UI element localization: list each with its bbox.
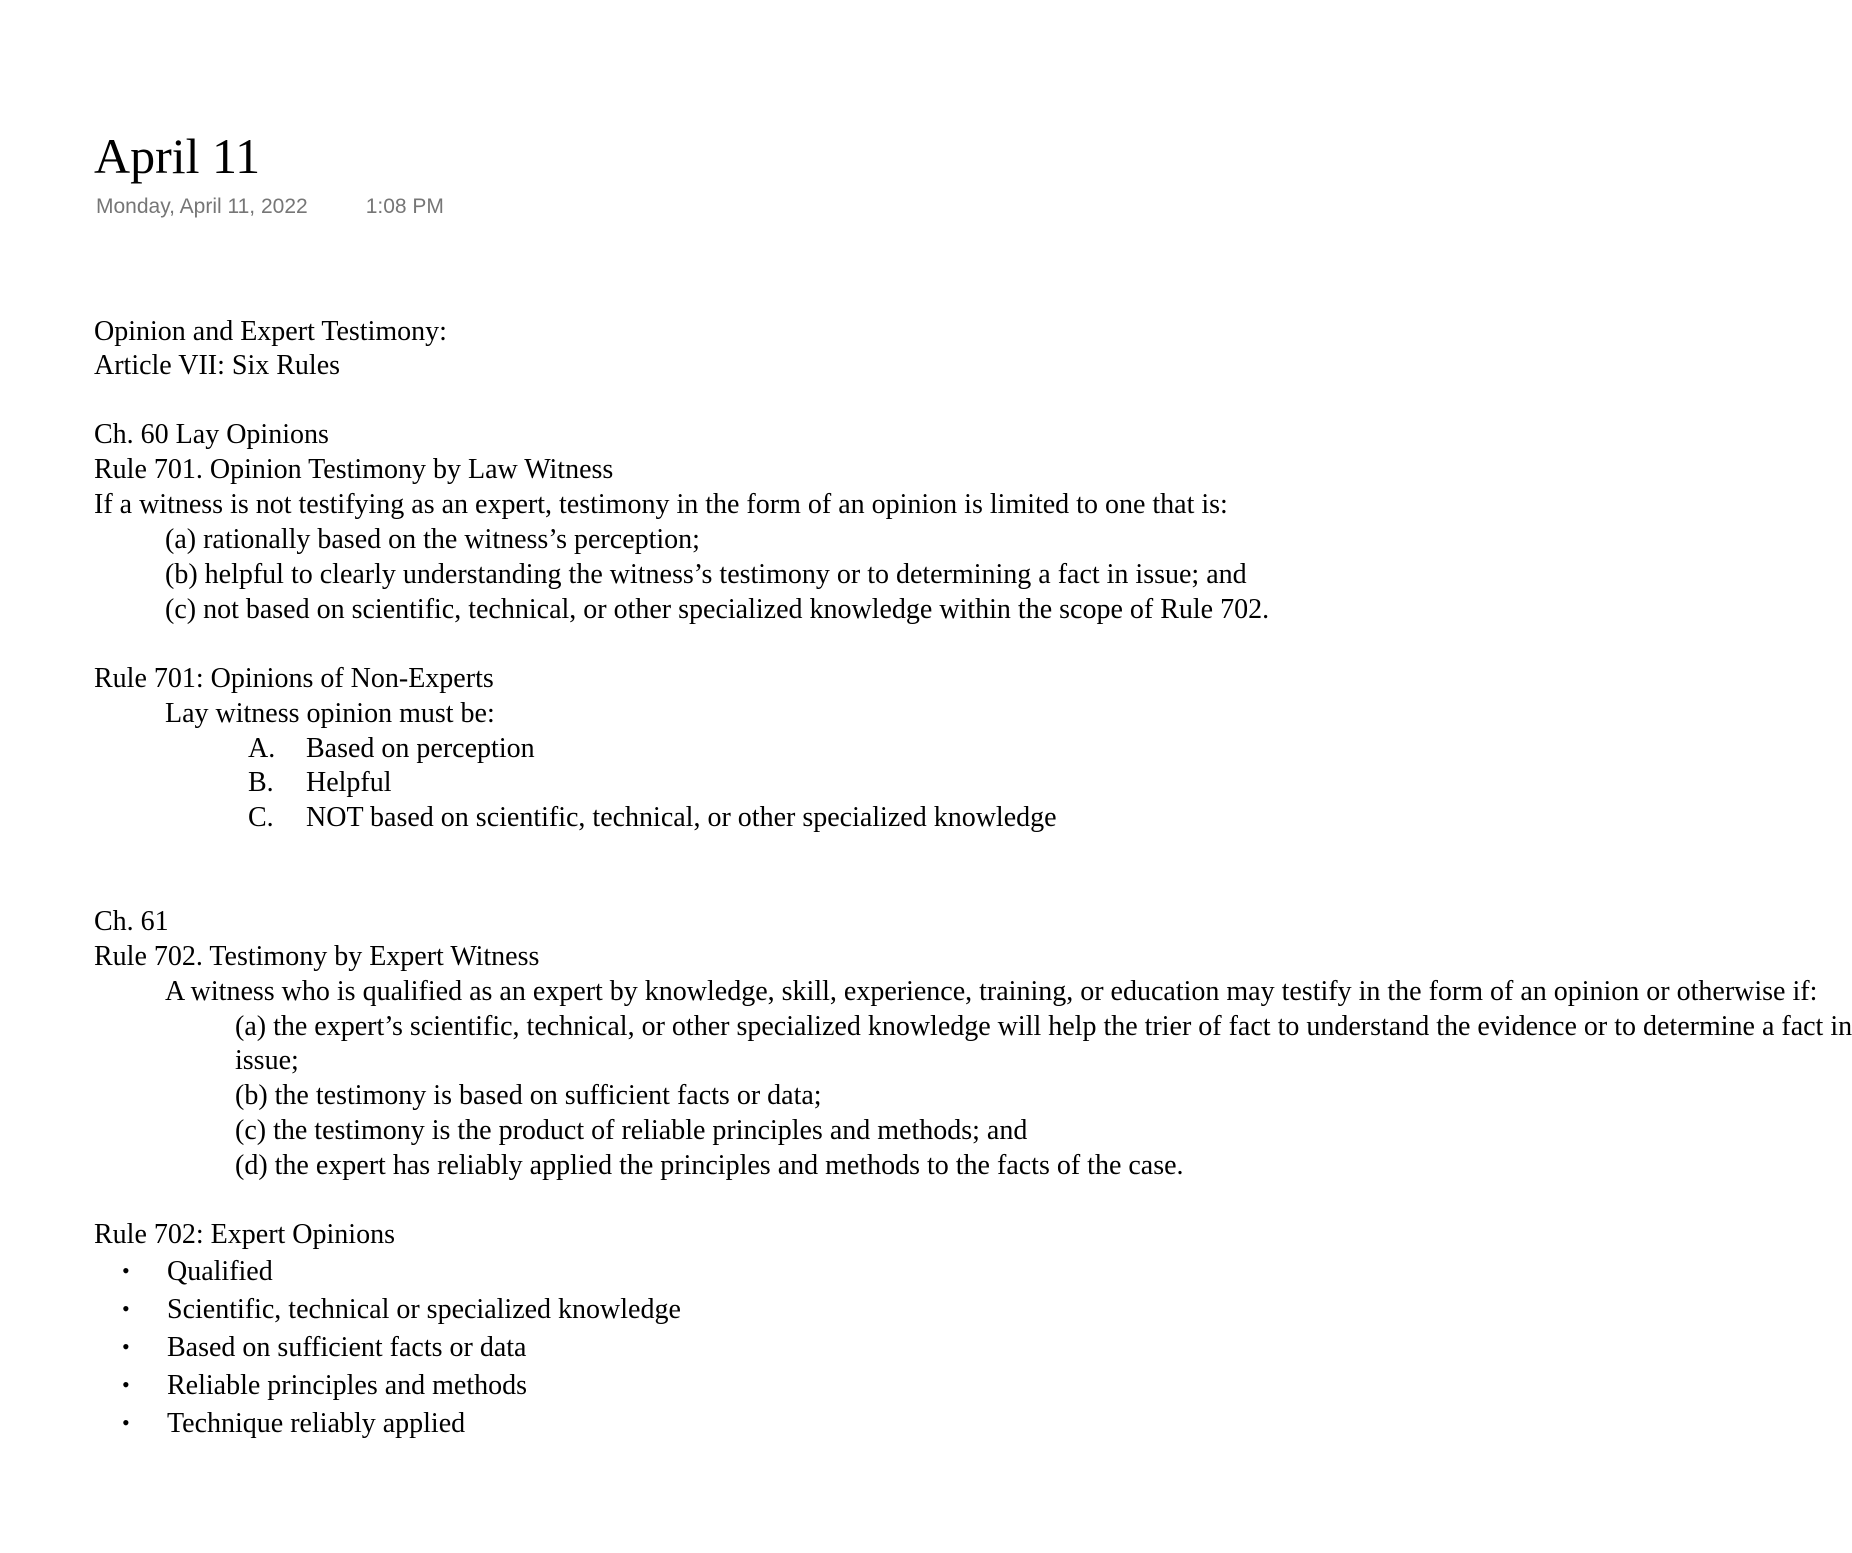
list-item-text: NOT based on scientific, technical, or other specialized knowledge [306, 802, 1057, 833]
list-marker: B. [248, 767, 274, 798]
list-item [248, 732, 535, 766]
list-item-text: Reliable principles and methods [167, 1370, 528, 1401]
list-item [248, 801, 1057, 835]
rule701-title: Rule 701. Opinion Testimony by Law Witness [94, 454, 614, 485]
rule702-title: Rule 702. Testimony by Expert Witness [94, 941, 540, 972]
rule702-item-b: (b) the testimony is based on sufficient facts or data; [235, 1080, 822, 1111]
rule701-summary-heading: Rule 701: Opinions of Non-Experts [94, 663, 494, 694]
page-timestamp [96, 194, 444, 220]
list-item [248, 766, 392, 800]
rule702-text: A witness who is qualified as an expert by knowledge, skill, experience, training, or education may testify in the form of an opinion or otherwise if: [165, 976, 1818, 1007]
bullet-icon: • [122, 1334, 130, 1359]
list-marker: C. [248, 802, 274, 833]
rule701-item-b: (b) helpful to clearly understanding the witness’s testimony or to determining a fact in issue; and [165, 559, 1247, 590]
list-item [120, 1331, 526, 1366]
list-item-text: Scientific, technical or specialized knowledge [167, 1294, 681, 1325]
rule701-item-c: (c) not based on scientific, technical, or other specialized knowledge within the scope of Rule 702. [165, 594, 1270, 625]
rule702-item-c: (c) the testimony is the product of reliable principles and methods; and [235, 1115, 1028, 1146]
bullet-icon: • [122, 1258, 130, 1283]
rule701-item-a: (a) rationally based on the witness’s perception; [165, 524, 700, 555]
list-item [120, 1369, 527, 1404]
page-time: 1:08 PM [365, 195, 444, 218]
page-date: Monday, April 11, 2022 [96, 195, 308, 218]
page-title: April 11 [94, 128, 261, 184]
rule702-item-a-cont: issue; [235, 1045, 299, 1076]
list-item-text: Qualified [167, 1256, 273, 1287]
list-item-text: Helpful [306, 767, 392, 798]
intro-line-2: Article VII: Six Rules [94, 350, 341, 381]
bullet-icon: • [122, 1296, 130, 1321]
rule701-summary-lead: Lay witness opinion must be: [165, 698, 495, 729]
ch60-heading: Ch. 60 Lay Opinions [94, 419, 329, 450]
rule702-item-d: (d) the expert has reliably applied the principles and methods to the facts of the case. [235, 1150, 1184, 1181]
list-item-text: Based on perception [306, 733, 535, 764]
bullet-icon: • [122, 1372, 130, 1397]
ch61-heading: Ch. 61 [94, 906, 169, 937]
list-item [120, 1255, 273, 1290]
list-item-text: Based on sufficient facts or data [167, 1332, 527, 1363]
rule702-summary-heading: Rule 702: Expert Opinions [94, 1219, 395, 1250]
list-item [120, 1293, 681, 1328]
bullet-icon: • [122, 1410, 130, 1435]
list-marker: A. [248, 733, 276, 764]
list-item-text: Technique reliably applied [167, 1408, 466, 1439]
list-item [120, 1407, 465, 1442]
rule701-text: If a witness is not testifying as an expert, testimony in the form of an opinion is limited to one that is: [94, 489, 1228, 520]
intro-line-1: Opinion and Expert Testimony: [94, 316, 447, 347]
rule702-item-a: (a) the expert’s scientific, technical, or other specialized knowledge will help the trier of fact to understand the evidence or to determine a fact in [235, 1011, 1852, 1042]
